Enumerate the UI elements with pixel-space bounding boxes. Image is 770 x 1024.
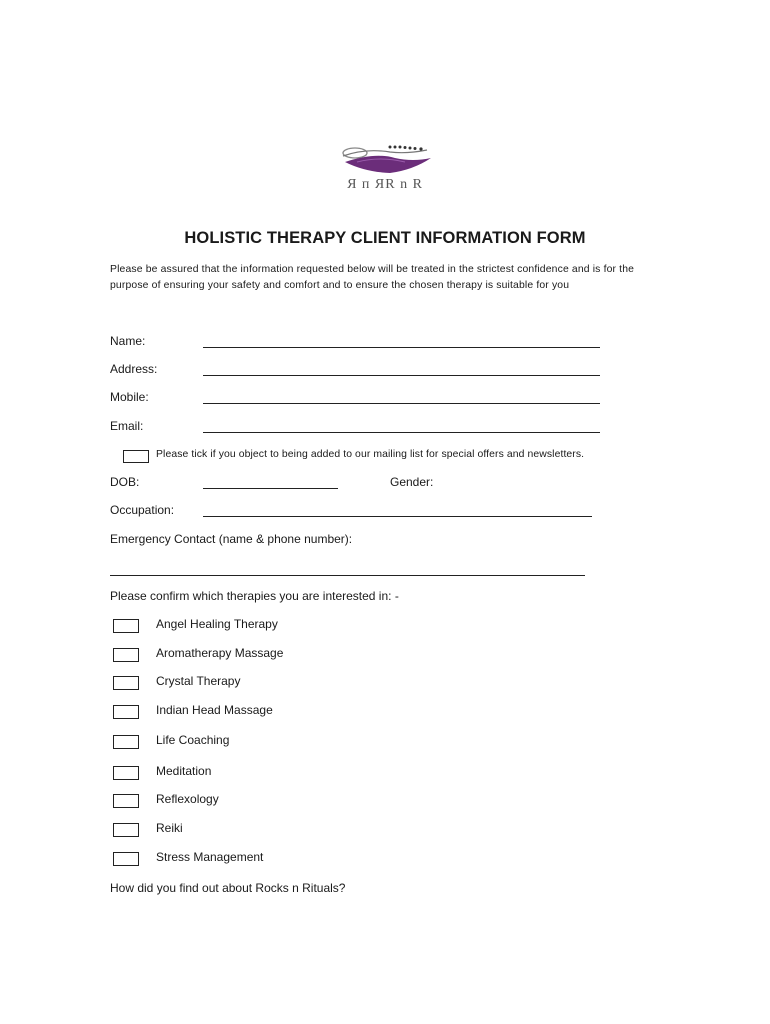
therapy-label-life-coaching: Life Coaching [156,733,230,747]
email-field[interactable] [203,432,600,433]
therapies-prompt: Please confirm which therapies you are interested in: - [110,589,399,603]
mobile-field[interactable] [203,403,600,404]
therapy-label-angel-healing: Angel Healing Therapy [156,617,278,631]
mailing-list-checkbox[interactable] [123,450,149,463]
found-question: How did you find out about Rocks n Rituals? [110,881,346,895]
logo [335,140,435,200]
email-label: Email: [110,419,144,433]
therapy-label-reflexology: Reflexology [156,792,219,806]
therapy-label-stress-management: Stress Management [156,850,264,864]
therapy-checkbox-indian-head[interactable] [113,705,139,719]
logo-wordmark: Я п ЯR n R [347,177,423,192]
occupation-field[interactable] [203,516,592,517]
therapy-label-reiki: Reiki [156,821,183,835]
therapy-label-indian-head: Indian Head Massage [156,703,273,717]
name-label: Name: [110,334,146,348]
therapy-checkbox-angel-healing[interactable] [113,619,139,633]
therapy-label-crystal: Crystal Therapy [156,674,241,688]
therapy-checkbox-crystal[interactable] [113,676,139,690]
therapy-checkbox-meditation[interactable] [113,766,139,780]
therapy-checkbox-aromatherapy[interactable] [113,648,139,662]
emergency-contact-field[interactable] [110,575,585,576]
dob-field[interactable] [203,488,338,489]
therapy-checkbox-stress-management[interactable] [113,852,139,866]
mailing-list-note: Please tick if you object to being added to our mailing list for special offers and newsletters. [156,449,585,460]
address-label: Address: [110,362,158,376]
occupation-label: Occupation: [110,503,175,517]
therapy-checkbox-reflexology[interactable] [113,794,139,808]
gender-label: Gender: [390,475,434,489]
intro-text: Please be assured that the information requested below will be treated in the strictest confidence and is for the purpose of ensuring your safety and comfort and to ensure the chosen therapy is suitable for you [110,264,635,291]
name-field[interactable] [203,347,600,348]
mobile-label: Mobile: [110,390,149,404]
therapy-label-aromatherapy: Aromatherapy Massage [156,646,284,660]
form-title: HOLISTIC THERAPY CLIENT INFORMATION FORM [184,229,586,247]
address-field[interactable] [203,375,600,376]
therapy-checkbox-life-coaching[interactable] [113,735,139,749]
therapy-label-meditation: Meditation [156,764,212,778]
logo-stones-graphic [335,140,435,180]
dob-label: DOB: [110,475,140,489]
emergency-contact-label: Emergency Contact (name & phone number): [110,532,353,546]
therapy-checkbox-reiki[interactable] [113,823,139,837]
